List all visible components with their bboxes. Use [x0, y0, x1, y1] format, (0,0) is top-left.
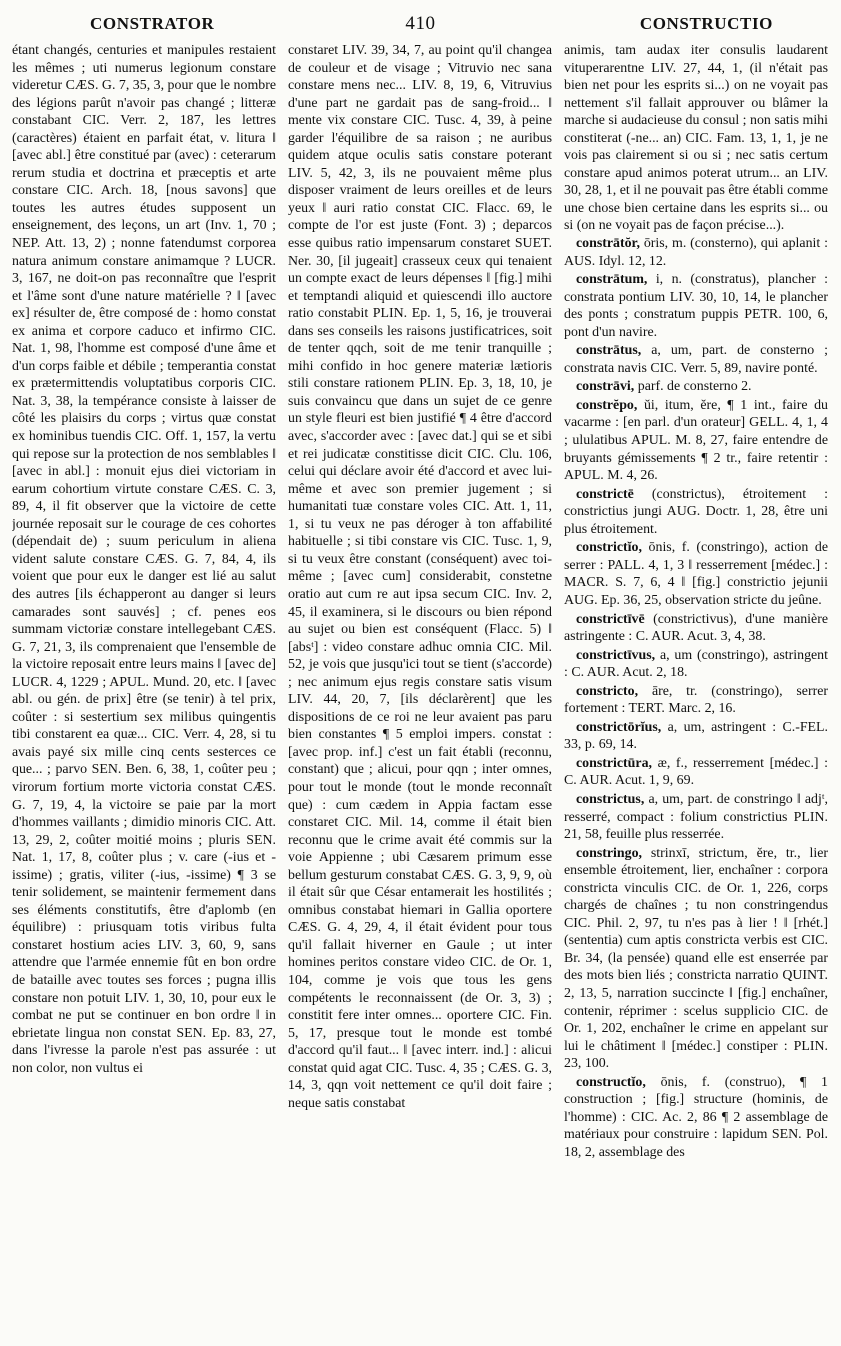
right-guide-word: CONSTRUCTIO [639, 14, 773, 33]
entry-text: a, um, part. de constringo ‖ adjᵗ, resserré, compact : folium constrictius PLIN. 21, 58, feuille plus resserrée. [564, 791, 828, 843]
dictionary-entry [564, 791, 828, 844]
entry-text: æ, f., resserrement [médec.] : C. AUR. Acut. 1, 9, 69. [564, 755, 828, 789]
entry-text: animis, tam audax iter consulis laudarent vituperarentne LIV. 27, 44, 1, (il n'était pas bien net pour les esprits si...) on ne voyait pas nettement s'il fallait approuver ou blâmer la marche si audacieuse du consul ; non satis mihi constiterat (-ne... an) CIC. Fam. 13, 1, 1, je ne vois pas clairement si ou si ; nec satis certum constare apud animos poterat utrum... an LIV. 30, 28, 1, et il ne pouvait pas être établi comme une chose bien certaine dans les esprits si... ou si (on ne voyait pas de façon précise...). [564, 43, 828, 234]
entry-text: a, um (constringo), astringent : C. AUR. Acut. 2, 18. [564, 647, 828, 681]
entry-text: (constrictivus), d'une manière astringente : C. AUR. Acut. 3, 4, 38. [564, 611, 828, 645]
entry-headword: constrictīvē [576, 611, 645, 627]
dictionary-entry [564, 378, 828, 396]
dictionary-entry [564, 1074, 828, 1162]
entry-text: a, um, astringent : C.-FEL. 33, p. 69, 14. [564, 719, 828, 753]
dictionary-entry [564, 755, 828, 790]
column-middle [288, 42, 552, 1332]
entry-headword: constrictē [576, 486, 634, 502]
entry-text: ōnis, f. (construo), ¶ 1 construction ; [fig.] structure (hominis, de l'homme) : CIC. Ac. 2, 86 ¶ 2 assemblage de matériaux pour construire : lapidum SEN. Pol. 18, 2, assemblage des [564, 1074, 828, 1160]
entry-headword: constrictōrĭus, [576, 719, 662, 735]
dictionary-entry [564, 397, 828, 485]
entry-headword: constricto, [576, 683, 639, 699]
entry-text: ōris, m. (consterno), qui aplanit : AUS. Idyl. 12, 12. [564, 236, 828, 269]
dictionary-entry [564, 486, 828, 539]
dictionary-entry [564, 611, 828, 646]
left-guide-word: CONSTRATOR [90, 14, 215, 33]
entry-headword: constrictus, [576, 791, 645, 807]
entry-headword: constructĭo, [576, 1074, 646, 1090]
entry-continuation [12, 42, 276, 1077]
entry-text: a, um, part. de consterno ; constrata navis CIC. Verr. 5, 89, navire ponté. [564, 343, 828, 376]
entry-text: āre, tr. (constringo), serrer fortement : TERT. Marc. 2, 16. [564, 683, 828, 717]
entry-text: i, n. (constratus), plancher : constrata pontium LIV. 30, 10, 14, le plancher des ponts ; constratum puppis PETR. 100, 6, pont d'un navire. [564, 272, 828, 340]
dictionary-entry [564, 235, 828, 270]
entry-headword: constrictīvus, [576, 647, 656, 663]
text-columns [12, 42, 829, 1332]
dictionary-entry [564, 845, 828, 1073]
entry-continuation [288, 42, 552, 1112]
entry-text: ŭi, itum, ĕre, ¶ 1 int., faire du vacarme : [en parl. d'un orateur] GELL. 4, 1, 4 ; ululatibus APUL. M. 8, 27, faire entendre de bruyants gémissements ¶ 2 tr., faire retentir : APUL. M. 4, 26. [564, 397, 828, 484]
dictionary-entry [564, 342, 828, 377]
entry-text: ōnis, f. (constringo), action de serrer : PALL. 4, 1, 3 ‖ resserrement [médec.] : MACR. S. 7, 6, 4 ‖ [fig.] constrictio jejunii AUG. Ep. 36, 25, observation stricte du jeûne. [564, 540, 828, 608]
running-head [12, 8, 829, 42]
dictionary-entry [564, 539, 828, 609]
entry-continuation [564, 42, 828, 235]
entry-headword: constrĕpo, [576, 397, 638, 413]
entry-headword: constrātum, [576, 272, 648, 288]
entry-text: constaret LIV. 39, 34, 7, au point qu'il changea de couleur et de visage ; Vitruvio nec sana constare mens nec... LIV. 8, 19, 6, Vitruvius d'une part ne gardait pas de sang-froid... ‖ mente vix constare CIC. Tusc. 4, 39, à peine garder l'équilibre de sa raison ; ne auribus quidem atque oculis satis constare poterant LIV. 5, 42, 3, ils ne pouvaient même plus disposer vraiment de leurs oreilles et de leurs yeux ‖ auri ratio constat CIC. Flacc. 69, le compte de l'or est juste (Font. 3) ; deparcos esse quibus ratio impensarum constaret SUET. Ner. 30, [il jugeait] crasseux ceux qui tenaient un compte exact de leurs dépenses ‖ [fig.] mihi et temptandi aliquid et quiescendi illo auctore ratio constabit PLIN. Ep. 1, 5, 16, je trouverai dans ses conseils les raisons justificatrices, soit de tenter qqch, soit de me tenir tranquille ; mihi confido in hoc genere materiæ lætioris stili constare rationem PLIN. Ep. 3, 18, 10, je suis convaincu que dans un sujet de ce genre un style fleuri est bien justifié ¶ 4 être d'accord avec, s'accorder avec : [avec dat.] qui se et sibi et rei judicatæ constitisse dicit CIC. Clu. 106, celui qui déclare avoir été d'accord et avec lui-même et avec son premier jugement ; si humanitati tuæ constare voles CIC. Att. 1, 11, 1, si tu veux ne pas déroger à ton affabilité habituelle ; si tibi constare vis CIC. Tusc. 1, 9, si tu veux être constant (conséquent) avec toi-même ; [avec cum] considerabit, constetne oratio aut cum re aut ipsa secum CIC. Inv. 2, 45, il examinera, si le discours ou bien répond au sujet ou bien est conséquent (Flacc. 5) ‖ [absᵗ] : video constare adhuc omnia CIC. Mil. 52, je vois que jusqu'ici tout se tient (s'accorde) ; nec animum ejus regis constare satis visum LIV. 44, 20, 7, [ils déclarèrent] que les dispositions de ce roi ne leur avaient pas paru bien constantes ¶ 5 emploi impers. constat : [avec prop. inf.] c'est un fait établi (reconnu, constant) que ; alicui, pour qqn ; inter omnes, pour tout le monde (tout le monde reconnaît que) : cum cædem in Appia factam esse constaret CIC. Mil. 14, comme il était bien reconnu que le crime avait été commis sur la voie Appienne ; ubi Cæsarem primum esse bellum gesturum constabat CÆS. G. 3, 9, 9, où il était sûr que César entamerait les hostilités ; omnibus constabat hiemari in Gallia oportere CÆS. G. 4, 29, 4, il était évident pour tous qu'il fallait hiverner en Gaule ; ut inter homines peritos constare video CIC. de Or. 1, 104, comme je vois que tous les gens compétents le reconnaissent (de Or. 3, 3) ; constitit fere inter omnes... oportere CIC. Fin. 5, 17, presque tout le monde est tombé d'accord qu'il faut... ‖ [avec interr. ind.] : alicui constat quid agat CIC. Tusc. 4, 35 ; CÆS. G. 3, 14, 3, qqn voit nettement ce qu'il doit faire ; neque satis constabat [288, 43, 552, 1111]
entry-headword: constrātus, [576, 343, 642, 359]
entry-headword: constringo, [576, 845, 642, 861]
entry-text: étant changés, centuries et manipules restaient les mêmes ; uti numerus legionum constare videretur CÆS. G. 7, 35, 3, pour que le nombre des légions parût n'avoir pas changé ; litteræ constabant CIC. Verr. 2, 187, les lettres (caractères) étaient en parfait état, v. litura ‖ [avec abl.] être constitué par (avec) : ceterarum rerum studia et doctrina et præceptis et arte constare CIC. Arch. 18, [nous savons] que toutes les autres études supposent un enseignement, des leçons, un art (Inv. 1, 70 ; NEP. Att. 13, 2) ; nonne fatendumst corporea natura animum constare animamque ? LUCR. 3, 167, ne doit-on pas reconnaître que l'esprit et l'âme sont d'une nature matérielle ? ‖ [avec ex] résulter de, être composé de : homo constat ex anima et corpore caduco et infirmo CIC. Nat. 1, 98, l'homme est composé d'une âme et d'un corps faible et débile ; temperantia constat ex prætermittendis voluptatibus corporis CIC. Nat. 3, 38, la tempérance consiste à laisser de côté les plaisirs du corps ; virtus quæ constat ex hominibus tuendis CIC. Off. 1, 157, la vertu qui repose sur la protection de nos semblables ‖ [avec in abl.] : monuit ejus diei victoriam in earum cohortium virtute constare CÆS. C. 3, 89, 4, il fit observer que la victoire de cette journée reposait sur le courage de ces cohortes (dépendait de) ; suum periculum in aliena vident salute constare CÆS. G. 7, 84, 4, ils voient que pour eux le danger est lié au salut des autres [ils échapperont au danger si leurs camarades sont sauvés] ; cf. penes eos summam victoriæ constare intellegebant CÆS. G. 7, 21, 3, ils comprenaient que l'ensemble de la victoire reposait entre leurs mains ‖ [avec de] LUCR. 4, 1229 ; APUL. Mund. 20, etc. ‖ [avec abl. ou gén. de prix] être (se tenir) à tel prix, coûter : si sestertium sex milibus quingentis tibi constarent ea quæ... CIC. Verr. 4, 28, si tu avais payé six mille cinq cents sesterces ce que... ; parvo SEN. Ben. 6, 38, 1, coûter peu ; virorum fortium morte victoria constat CÆS. G. 7, 19, 4, la victoire se paie par la mort d'hommes vaillants ; dimidio minoris CIC. Att. 13, 29, 2, coûter moitié moins ; pluris SEN. Nat. 1, 17, 8, coûter plus ; v. care (-ius et -issime) ; gratis, viliter (-ius, -issime) ¶ 3 se tenir solidement, se maintenir fermement dans ses éléments constitutifs, être d'aplomb (en équilibre) : priusquam totis viribus fulta constaret hostium acies LIV. 3, 60, 9, sans attendre que l'armée ennemie fût en bon ordre de bataille avec toutes ses forces ; pugna illis constare non potuit LIV. 1, 30, 10, pour eux le combat ne put se continuer en bon ordre ‖ in ebrietate lingua non constat SEN. Ep. 83, 27, dans l'ivresse la parole n'est pas assurée : ut non color, non vultus ei [12, 43, 276, 1076]
entry-headword: constrictĭo, [576, 540, 642, 556]
column-right [564, 42, 828, 1332]
dictionary-entry [564, 271, 828, 341]
entry-text: strinxī, strictum, ĕre, tr., lier ensemble étroitement, lier, enchaîner : corpora constricta vinculis CIC. de Or. 1, 226, corps chargés de chaînes ; tu non constringendus CIC. Phil. 2, 97, tu n'es pas à lier ! ‖ [rhét.] (sententia) cum aptis constricta verbis est CIC. Br. 34, (la pensée) quand elle est enserrée par des mots bien liés ; constricta narratio QUINT. 2, 13, 5, narration succincte ‖ [fig.] enchaîner, contenir, réprimer : scelus supplicio CIC. de Or. 1, 202, enchaîner le crime en appelant sur lui le châtiment ‖ [médec.] constiper : PLIN. 23, 100. [564, 845, 828, 1072]
entry-headword: constrāvi, [576, 379, 635, 395]
dictionary-entry [564, 647, 828, 682]
entry-text: parf. de consterno 2. [637, 379, 752, 395]
dictionary-entry [564, 683, 828, 718]
column-left [12, 42, 276, 1332]
page-number: 410 [405, 13, 436, 34]
entry-text: (constrictus), étroitement : constrictius jungi AUG. Doctr. 1, 28, être uni plus étroitement. [564, 486, 828, 537]
entry-headword: constrātŏr, [576, 236, 640, 252]
entry-headword: constrictūra, [576, 755, 652, 771]
dictionary-entry [564, 719, 828, 754]
